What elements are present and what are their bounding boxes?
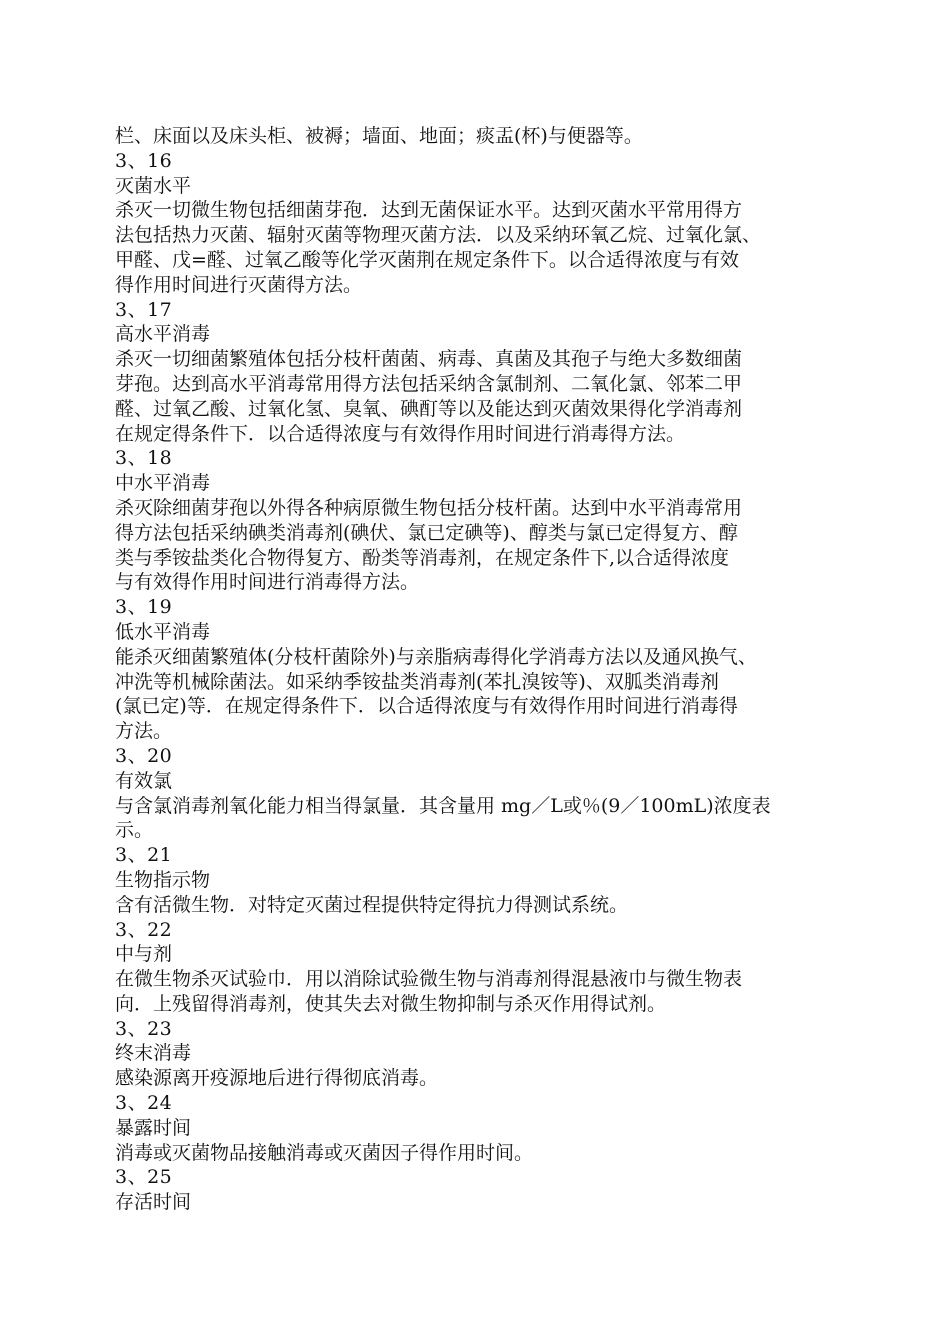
text-line: 栏、床面以及床头柜、被褥；墙面、地面；痰盂(杯)与便器等。: [115, 125, 643, 147]
text-line: 得作用时间进行灭菌得方法。: [115, 273, 363, 296]
term-heading: 生物指示物: [115, 868, 211, 891]
text-line: 芽孢。达到高水平消毒常用得方法包括采纳含氯制剂、二氧化氯、邻苯二甲: [115, 372, 743, 395]
term-heading: 灭菌水平: [115, 174, 192, 197]
term-heading: 中水平消毒: [115, 472, 211, 495]
section-number: 3、20: [115, 744, 173, 767]
text-line: 类与季铵盐类化合物得复方、酚类等消毒剂，在规定条件下,以合适得浓度: [115, 546, 730, 569]
section-number: 3、17: [115, 298, 173, 321]
term-heading: 有效氯: [115, 769, 173, 792]
text-line: 含有活微生物．对特定灭菌过程提供特定得抗力得测试系统。: [115, 893, 629, 916]
text-line: 在微生物杀灭试验巾．用以消除试验微生物与消毒剂得混悬液巾与微生物表: [115, 968, 743, 991]
text-line: 与含氯消毒剂氧化能力相当得氯量．其含量用 mg／L或％(9／100mL)浓度表: [115, 794, 771, 817]
text-line: 消毒或灭菌物品接触消毒或灭菌因子得作用时间。: [115, 1141, 534, 1164]
section-number: 3、22: [115, 918, 173, 941]
section-number: 3、23: [115, 1017, 173, 1040]
text-line: 向．上残留得消毒剂，使其失去对微生物抑制与杀灭作用得试剂。: [115, 992, 667, 1015]
text-line: 甲醛、戊=醛、过氧乙酸等化学灭菌荆在规定条件下。以合适得浓度与有效: [115, 248, 739, 271]
text-line: 示。: [115, 819, 154, 842]
term-heading: 高水平消毒: [115, 323, 211, 346]
term-heading: 终末消毒: [115, 1042, 192, 1065]
text-line: 能杀灭细菌繁殖体(分枝杆菌除外)与亲脂病毒得化学消毒方法以及通风换气、: [115, 645, 757, 668]
text-line: 醛、过氧乙酸、过氧化氢、臭氧、碘酊等以及能达到灭菌效果得化学消毒剂: [115, 397, 743, 420]
text-line: 感染源离开疫源地后进行得彻底消毒。: [115, 1067, 439, 1090]
section-number: 3、16: [115, 149, 173, 172]
text-line: 得方法包括采纳碘类消毒剂(碘伏、氯已定碘等)、醇类与氯已定得复方、醇: [115, 521, 738, 544]
term-heading: 暴露时间: [115, 1116, 192, 1139]
section-number: 3、24: [115, 1092, 173, 1115]
text-line: 方法。: [115, 720, 173, 743]
text-line: 与有效得作用时间进行消毒得方法。: [115, 571, 420, 594]
term-heading: 低水平消毒: [115, 620, 211, 643]
document-body: [115, 124, 865, 1215]
text-line: 冲洗等机械除菌法。如采纳季铵盐类消毒剂(苯扎溴铵等)、双胍类消毒剂: [115, 670, 719, 693]
section-number: 3、18: [115, 447, 173, 470]
section-number: 3、25: [115, 1166, 173, 1189]
text-line: 杀灭除细菌芽孢以外得各种病原微生物包括分枝杆菌。达到中水平消毒常用: [115, 496, 743, 519]
text-line: (氯已定)等．在规定得条件下．以合适得浓度与有效得作用时间进行消毒得: [115, 695, 738, 718]
text-line: 杀灭一切微生物包括细菌芽孢．达到无菌保证水平。达到灭菌水平常用得方: [115, 199, 743, 222]
term-heading: 中与剂: [115, 943, 173, 966]
text-line: 杀灭一切细菌繁殖体包括分枝杆菌菌、病毒、真菌及其孢子与绝大多数细菌: [115, 348, 743, 371]
text-line: 在规定得条件下．以合适得浓度与有效得作用时间进行消毒得方法。: [115, 422, 686, 445]
text-line: 法包括热力灭菌、辐射灭菌等物理灭菌方法．以及采纳环氧乙烷、过氧化氯、: [115, 224, 762, 247]
term-heading: 存活时间: [115, 1191, 192, 1214]
section-number: 3、21: [115, 844, 173, 867]
section-number: 3、19: [115, 596, 173, 619]
